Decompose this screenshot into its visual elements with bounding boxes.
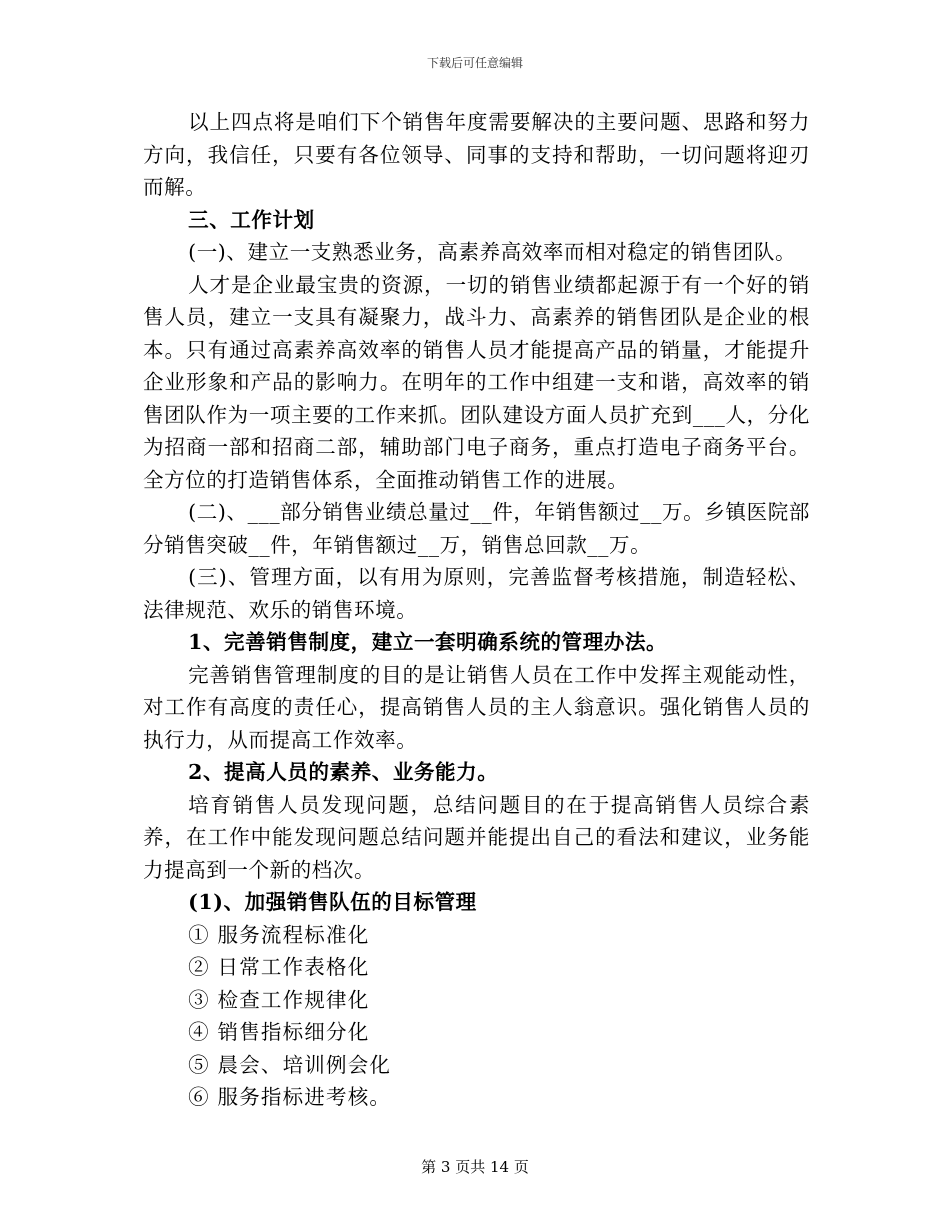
list-item: ① 服务流程标准化 <box>188 922 370 947</box>
page-header: 下载后可任意编辑 <box>426 56 523 70</box>
document-body <box>143 106 810 1114</box>
subheading-sales-system: 1、完善销售制度，建立一套明确系统的管理办法。 <box>188 630 668 654</box>
list-item: ⑥ 服务指标进考核。 <box>188 1085 392 1109</box>
paragraph-staff-quality: 培育销售人员发现问题，总结问题目的在于提高销售人员综合素养，在工作中能发现问题总结问题并能提出自己的看法和建议，业务能力提高到一个新的档次。 <box>143 792 810 882</box>
paragraph-plan-1: (一)、建立一支熟悉业务，高素养高效率而相对稳定的销售团队。 <box>188 240 797 264</box>
paragraph-plan-2: (二)、___部分销售业绩总量过__件，年销售额过__万。乡镇医院部分销售突破__件，年销售额过__万，销售总回款__万。 <box>143 500 810 557</box>
list-item: ⑤ 晨会、培训例会化 <box>188 1052 392 1077</box>
subheading-target-management: (1)、加强销售队伍的目标管理 <box>188 890 477 914</box>
section-heading-work-plan: 三、工作计划 <box>188 207 315 232</box>
list-item: ② 日常工作表格化 <box>188 955 370 979</box>
paragraph-talent: 人才是企业最宝贵的资源，一切的销售业绩都起源于有一个好的销售人员，建立一支具有凝聚力，战斗力、高素养的销售团队是企业的根本。只有通过高素养高效率的销售人员才能提高产品的销量，才能提升企业形象和产品的影响力。在明年的工作中组建一支和谐，高效率的销售团队作为一项主要的工作来抓。团队建设方面人员扩充到___人，分化为招商一部和招商二部，辅助部门电子商务，重点打造电子商务平台。全方位的打造销售体系，全面推动销售工作的进展。 <box>143 272 810 492</box>
paragraph-plan-3: (三)、管理方面，以有用为原则，完善监督考核措施，制造轻松、法律规范、欢乐的销售环境。 <box>143 565 810 622</box>
list-item: ③ 检查工作规律化 <box>188 987 370 1012</box>
list-item: ④ 销售指标细分化 <box>188 1020 370 1044</box>
page-footer: 第 3 页共 14 页 <box>421 1158 529 1176</box>
subheading-staff-quality: 2、提高人员的素养、业务能力。 <box>188 760 499 784</box>
paragraph-sales-system: 完善销售管理制度的目的是让销售人员在工作中发挥主观能动性，对工作有高度的责任心，提高销售人员的主人翁意识。强化销售人员的执行力，从而提高工作效率。 <box>143 662 810 752</box>
paragraph-summary: 以上四点将是咱们下个销售年度需要解决的主要问题、思路和努力方向，我信任，只要有各位领导、同事的支持和帮助，一切问题将迎刃而解。 <box>143 110 810 199</box>
target-list <box>143 919 810 1114</box>
